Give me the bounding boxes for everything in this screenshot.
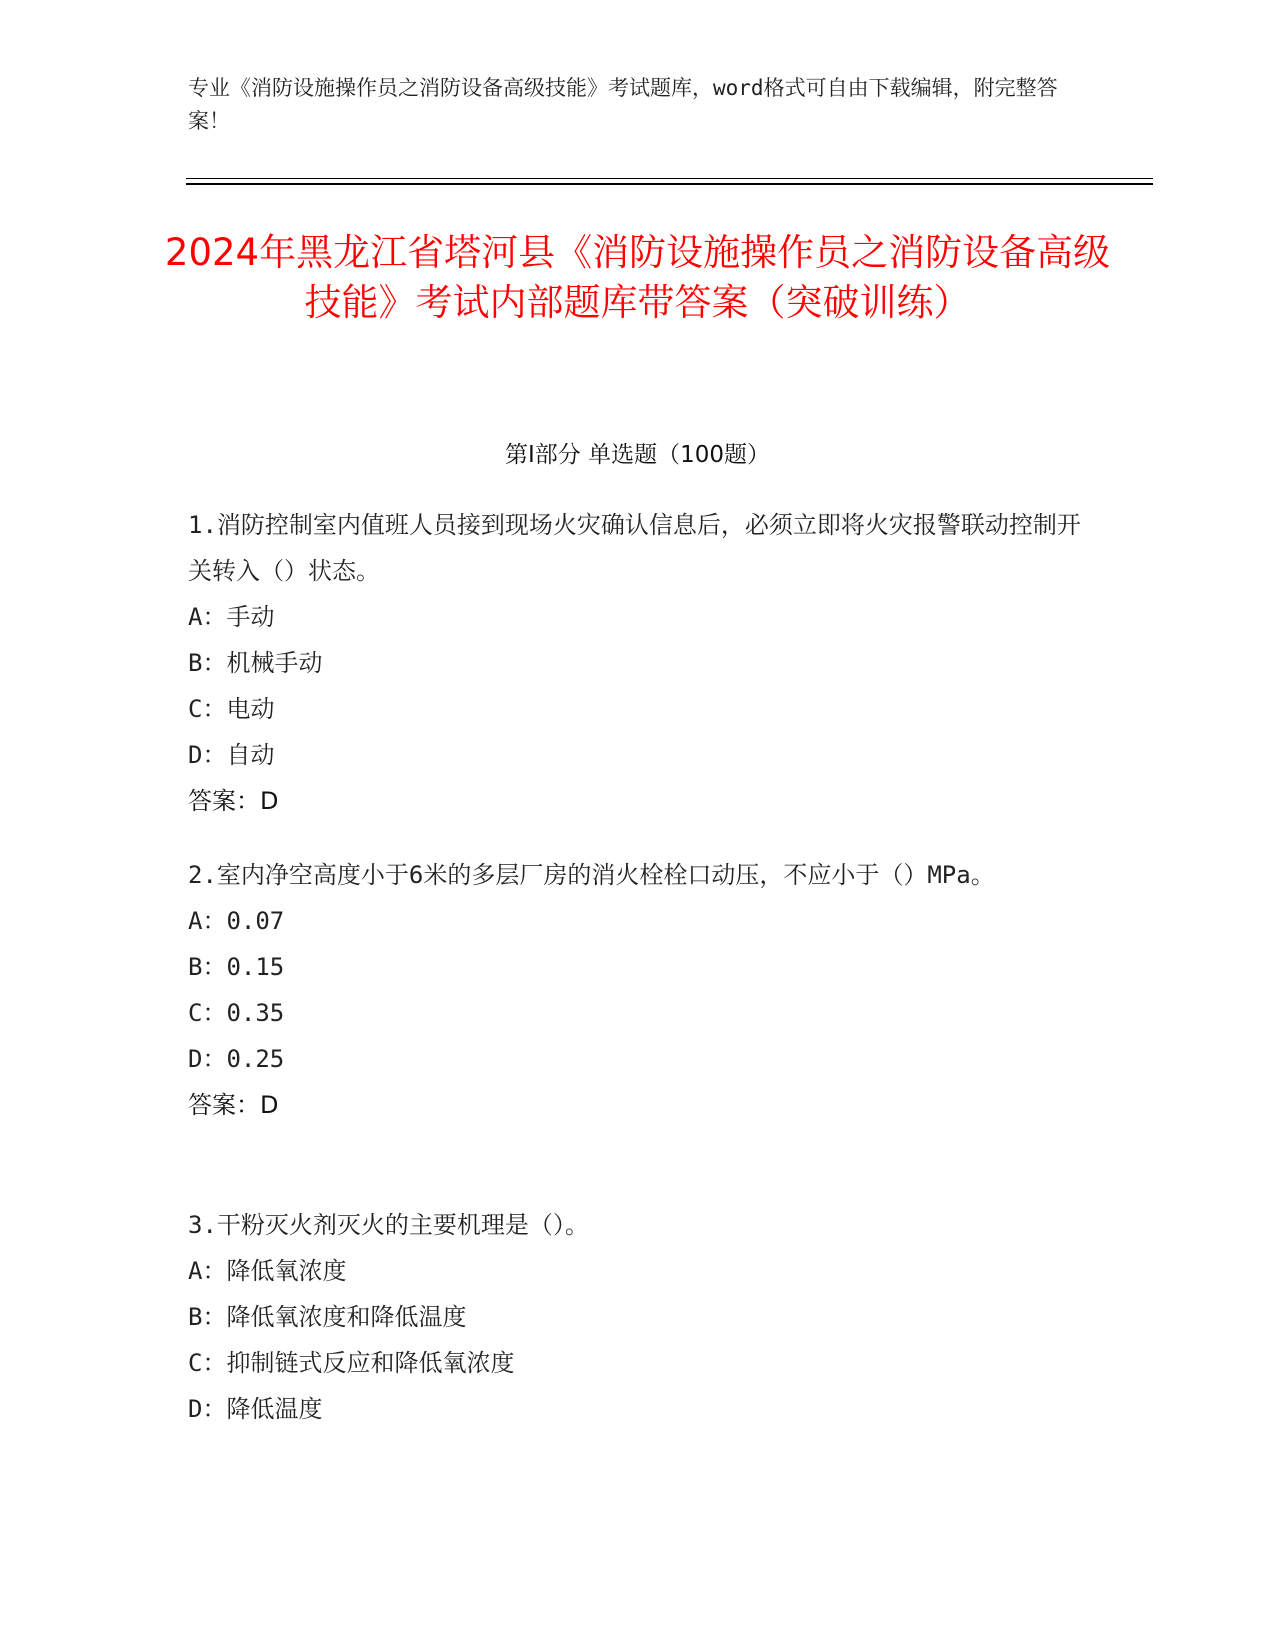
answer-line: 答案：D: [188, 1091, 279, 1119]
option-d: D：自动: [188, 741, 275, 769]
header-divider-thin: [186, 178, 1153, 179]
option-d: D：降低温度: [188, 1395, 323, 1423]
question-text: 2.室内净空高度小于6米的多层厂房的消火栓栓口动压，不应小于（）MPa。: [188, 861, 995, 889]
header-note: 专业《消防设施操作员之消防设备高级技能》考试题库，word格式可自由下载编辑，附完整答案！: [188, 76, 1058, 133]
option-b: B：0.15: [188, 953, 285, 981]
option-c: C：0.35: [188, 999, 285, 1027]
option-c: C：抑制链式反应和降低氧浓度: [188, 1349, 515, 1377]
document-title: 2024年黑龙江省塔河县《消防设施操作员之消防设备高级技能》考试内部题库带答案（突破训练）: [164, 231, 1111, 324]
option-a: A：降低氧浓度: [188, 1257, 347, 1285]
question-text: 1.消防控制室内值班人员接到现场火灾确认信息后，必须立即将火灾报警联动控制开关转入（）状态。: [188, 511, 1081, 585]
header-divider-thick: [186, 183, 1153, 185]
question-2: [188, 852, 1088, 1128]
option-a: A：0.07: [188, 907, 285, 935]
option-b: B：机械手动: [188, 649, 323, 677]
option-a: A：手动: [188, 603, 275, 631]
section-heading: 第Ⅰ部分 单选题（100题）: [505, 442, 770, 468]
option-c: C：电动: [188, 695, 275, 723]
question-1: [188, 502, 1088, 824]
option-d: D：0.25: [188, 1045, 285, 1073]
answer-line: 答案：D: [188, 787, 279, 815]
question-text: 3.干粉灭火剂灭火的主要机理是（）。: [188, 1211, 589, 1239]
question-3: [188, 1202, 1088, 1432]
option-b: B：降低氧浓度和降低温度: [188, 1303, 467, 1331]
